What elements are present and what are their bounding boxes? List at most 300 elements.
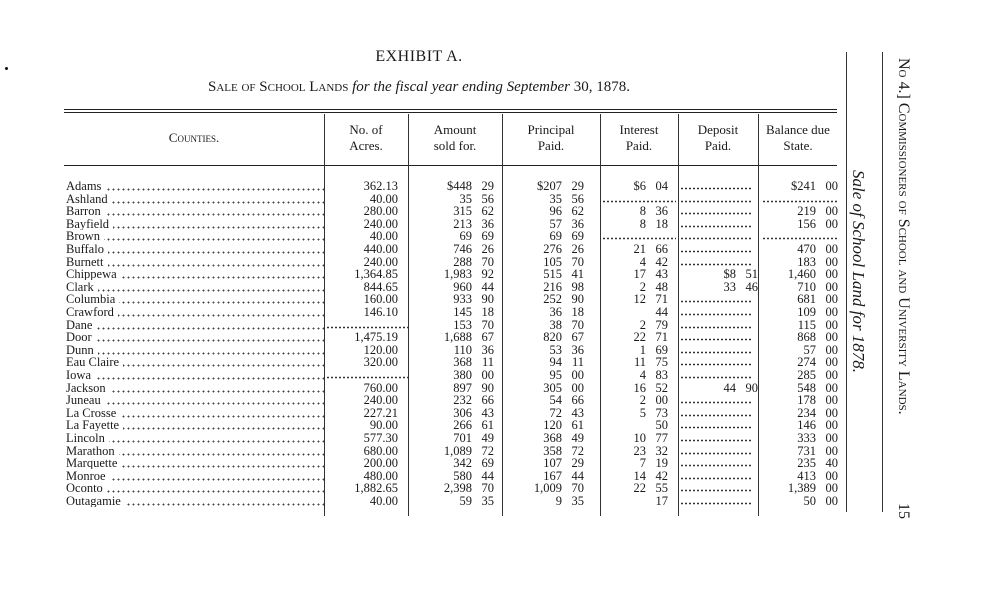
balance-cell-dollars: 413 [797,468,816,483]
interest-cell [604,470,668,482]
deposit-cell-cents: 51 [745,267,758,282]
deposit-cell [684,382,758,394]
balance-cell-cents: 00 [825,380,838,395]
amount-cell-cents: 36 [481,216,494,231]
county-cell [66,193,324,205]
principal-cell [506,356,584,368]
interest-cell-dollars: 1 [639,342,646,357]
amount-cell-cents: 90 [481,292,494,307]
acres-blank [326,376,408,379]
header-amount-line2: sold for. [433,138,477,153]
deposit-blank [680,225,752,228]
interest-cell [604,457,668,469]
balance-cell [764,482,838,494]
deposit-blank [680,376,752,379]
county-name: Chippewa [66,268,121,280]
balance-cell-cents: 00 [825,393,838,408]
amount-cell-dollars: 213 [453,216,472,231]
amount-cell-dollars: 580 [453,468,472,483]
principal-cell [506,293,584,305]
balance-blank [762,237,838,240]
balance-cell-dollars: 333 [797,431,816,445]
county-name: Monroe [66,470,110,482]
balance-cell [764,268,838,280]
balance-cell [764,281,838,293]
interest-cell-cents: 44 [655,305,668,319]
balance-cell-cents: 00 [825,405,838,420]
amount-cell-dollars: $448 [447,179,472,193]
interest-cell [604,331,668,343]
amount-cell-dollars: 380 [453,368,472,382]
header-bottom-rule [64,165,837,166]
table-row [64,306,837,318]
principal-cell-dollars: 820 [543,330,562,345]
balance-cell-cents: 00 [825,355,838,370]
principal-cell-cents: 36 [571,342,584,357]
amount-cell-dollars: 960 [453,279,472,294]
principal-cell-dollars: $207 [537,179,562,193]
principal-cell [506,470,584,482]
principal-cell-cents: 70 [571,481,584,496]
amount-cell [414,331,494,343]
principal-cell-dollars: 57 [549,216,562,231]
interest-cell-cents: 04 [655,179,668,193]
interest-cell-dollars: 8 [639,204,646,219]
interest-cell-cents: 55 [655,481,668,496]
interest-cell-dollars: 23 [633,443,646,458]
deposit-blank [680,313,752,316]
deposit-blank [680,414,752,417]
header-balance [758,122,838,154]
county-cell [66,482,324,494]
header-amount-line1: Amount [433,122,477,137]
interest-cell-dollars: 8 [639,216,646,231]
amount-cell-dollars: 69 [459,229,472,244]
amount-cell-cents: 44 [481,279,494,294]
header-principal-line1: Principal [527,122,575,137]
interest-cell-cents: 00 [655,393,668,408]
principal-cell [506,205,584,217]
principal-cell-cents: 90 [571,292,584,307]
principal-cell-dollars: 167 [543,468,562,483]
deposit-cell-cents: 90 [745,380,758,395]
acres-cell: 240.00 [363,393,398,408]
table-row [64,243,837,255]
principal-cell-dollars: 36 [549,305,562,319]
county-cell [66,268,324,280]
county-name: Dane [66,319,96,331]
deposit-blank [680,326,752,329]
amount-cell [414,495,494,507]
balance-cell-cents: 00 [825,179,838,193]
county-cell [66,180,324,192]
balance-cell-dollars: 868 [797,330,816,345]
table-row [64,482,837,494]
balance-cell-dollars: 285 [797,368,816,382]
table-row [64,407,837,419]
balance-cell-dollars: 235 [797,456,816,471]
amount-cell-dollars: 342 [453,456,472,471]
amount-cell-cents: 90 [481,380,494,395]
interest-cell [604,369,668,381]
principal-cell [506,268,584,280]
deposit-cell-dollars: 44 [723,380,736,395]
county-cell [66,369,324,381]
amount-cell [414,218,494,230]
acres-cell: 227.21 [363,405,398,420]
balance-cell [764,344,838,356]
county-cell [66,457,324,469]
amount-cell-cents: 70 [481,481,494,496]
amount-cell-dollars: 232 [453,393,472,408]
county-name: Buffalo [66,243,108,255]
principal-cell [506,382,584,394]
amount-cell-cents: 69 [481,456,494,471]
county-name: Columbia [66,293,119,305]
interest-cell-cents: 71 [655,292,668,307]
principal-cell-cents: 00 [571,380,584,395]
principal-cell-cents: 72 [571,443,584,458]
balance-cell-cents: 00 [825,481,838,496]
acres-cell: 1,364.85 [354,267,398,282]
principal-cell-dollars: 54 [549,393,562,408]
table-row [64,445,837,457]
deposit-blank [680,401,752,404]
balance-cell [764,382,838,394]
amount-cell-cents: 62 [481,204,494,219]
acres-cell: 40.00 [369,191,398,206]
principal-cell-cents: 41 [571,267,584,282]
interest-cell [604,432,668,444]
header-interest-line1: Interest [619,122,659,137]
county-name: Adams [66,180,105,192]
amount-cell [414,281,494,293]
amount-cell-cents: 35 [481,494,494,508]
interest-cell-dollars: 10 [633,431,646,445]
county-name: Brown [66,230,104,242]
principal-cell [506,407,584,419]
acres-cell: 40.00 [369,229,398,244]
balance-cell-cents: 00 [825,305,838,319]
page-number: 15 [895,503,912,519]
interest-cell [604,205,668,217]
principal-cell-cents: 70 [571,317,584,332]
interest-cell-cents: 18 [655,216,668,231]
header-interest-line2: Paid. [625,138,653,153]
deposit-blank [680,263,752,266]
deposit-cell-dollars: $8 [723,267,736,282]
county-cell [66,394,324,406]
interest-cell [604,382,668,394]
principal-cell-dollars: 120 [543,418,562,433]
principal-cell-cents: 66 [571,393,584,408]
principal-cell-dollars: 358 [543,443,562,458]
balance-cell-cents: 00 [825,443,838,458]
acres-cell: 160.00 [363,292,398,307]
amount-cell-dollars: 35 [459,191,472,206]
principal-cell-dollars: 368 [543,431,562,445]
balance-cell [764,419,838,431]
acres-cell: 1,882.65 [354,481,398,496]
acres-cell: 362.13 [363,179,398,193]
county-cell [66,281,324,293]
balance-cell-cents: 00 [825,204,838,219]
deposit-blank [680,187,752,190]
table-row [64,394,837,406]
acres-cell: 680.00 [363,443,398,458]
amount-cell-cents: 92 [481,267,494,282]
principal-cell-dollars: 1,009 [533,481,562,496]
county-cell [66,344,324,356]
principal-cell-dollars: 252 [543,292,562,307]
interest-cell-dollars: 14 [633,468,646,483]
header-counties: Counties. [168,130,220,145]
interest-cell-cents: 66 [655,242,668,256]
header-principal [502,122,600,154]
acres-cell: 1,475.19 [354,330,398,345]
amount-cell-cents: 70 [481,317,494,332]
amount-cell-cents: 67 [481,330,494,345]
principal-cell [506,281,584,293]
county-name: Jackson [66,382,110,394]
balance-cell-dollars: 219 [797,204,816,219]
balance-cell [764,205,838,217]
balance-cell-dollars: 274 [797,355,816,370]
balance-cell [764,218,838,230]
interest-cell [604,482,668,494]
margin-rule [846,52,847,512]
balance-cell-dollars: 183 [797,254,816,269]
deposit-cell-cents: 46 [745,279,758,294]
deposit-blank [680,477,752,480]
amount-cell-cents: 61 [481,418,494,433]
principal-cell-dollars: 107 [543,456,562,471]
amount-cell [414,356,494,368]
interest-cell-dollars: 4 [639,254,646,269]
header-acres [324,122,408,154]
principal-cell [506,319,584,331]
principal-cell-dollars: 95 [549,368,562,382]
deposit-blank [680,502,752,505]
balance-cell [764,457,838,469]
county-cell [66,407,324,419]
principal-cell [506,369,584,381]
principal-cell [506,230,584,242]
county-cell [66,382,324,394]
county-cell [66,432,324,444]
balance-cell [764,293,838,305]
amount-cell [414,457,494,469]
deposit-blank [680,464,752,467]
interest-cell-cents: 48 [655,279,668,294]
header-deposit [678,122,758,154]
amount-cell [414,407,494,419]
interest-cell-cents: 19 [655,456,668,471]
principal-cell-dollars: 305 [543,380,562,395]
table-row [64,495,837,507]
deposit-blank [680,489,752,492]
amount-cell [414,394,494,406]
county-name: Eau Claire [66,356,123,368]
table-row [64,319,837,331]
interest-cell-dollars: 2 [639,317,646,332]
amount-cell [414,419,494,431]
deposit-blank [680,439,752,442]
deposit-blank [680,200,752,203]
interest-cell [604,394,668,406]
header-deposit-line2: Paid. [704,138,732,153]
interest-cell-dollars: 7 [639,456,646,471]
county-name: Bayfield [66,218,113,230]
county-cell [66,256,324,268]
balance-cell-dollars: $241 [791,179,816,193]
table-row [64,205,837,217]
principal-cell-cents: 49 [571,431,584,445]
county-cell [66,205,324,217]
principal-cell-cents: 98 [571,279,584,294]
header-balance-line2: State. [783,138,813,153]
header-interest [600,122,678,154]
principal-cell [506,394,584,406]
county-name: Ashland [66,193,112,205]
deposit-blank [680,237,752,240]
acres-cell: 844.65 [363,279,398,294]
deposit-cell [684,281,758,293]
amount-cell-dollars: 368 [453,355,472,370]
amount-cell-dollars: 1,089 [443,443,472,458]
deposit-blank [680,250,752,253]
amount-cell [414,470,494,482]
county-name: Lincoln [66,432,109,444]
county-cell [66,319,324,331]
amount-cell [414,482,494,494]
deposit-blank [680,212,752,215]
interest-cell-dollars: 2 [639,393,646,408]
balance-cell [764,319,838,331]
principal-cell [506,218,584,230]
balance-cell [764,432,838,444]
balance-cell [764,470,838,482]
amount-cell [414,193,494,205]
deposit-blank [680,426,752,429]
acres-cell: 90.00 [369,418,398,433]
acres-cell: 577.30 [363,431,398,445]
acres-cell: 320.00 [363,355,398,370]
amount-cell [414,293,494,305]
balance-cell [764,306,838,318]
principal-cell-cents: 70 [571,254,584,269]
interest-cell [604,293,668,305]
county-name: Oconto [66,482,107,494]
amount-cell-cents: 49 [481,431,494,445]
deposit-blank [680,338,752,341]
amount-cell [414,243,494,255]
county-name: Marathon [66,445,119,457]
amount-cell-dollars: 897 [453,380,472,395]
interest-cell [604,445,668,457]
running-head [892,58,932,528]
interest-cell-cents: 42 [655,468,668,483]
amount-cell [414,256,494,268]
county-cell [66,306,324,318]
subtitle-caps: Sale of School Lands [207,79,349,95]
principal-cell [506,482,584,494]
exhibit-title: EXHIBIT A. [375,48,463,65]
header-principal-line2: Paid. [537,138,565,153]
balance-cell-cents: 00 [825,342,838,357]
amount-cell-cents: 00 [481,368,494,382]
table-row [64,256,837,268]
table-row [64,331,837,343]
running-head-text [894,58,912,528]
county-name: Clark [66,281,98,293]
principal-cell-dollars: 53 [549,342,562,357]
interest-cell [604,281,668,293]
county-cell [66,419,324,431]
balance-cell-dollars: 57 [803,342,816,357]
principal-cell-cents: 18 [571,305,584,319]
deposit-cell [684,268,758,280]
amount-cell-cents: 29 [481,179,494,193]
table-row [64,344,837,356]
interest-cell-dollars: 11 [633,355,646,370]
ink-speck [5,67,8,70]
balance-cell-cents: 00 [825,216,838,231]
balance-cell-cents: 40 [825,456,838,471]
interest-cell [604,319,668,331]
table-row [64,432,837,444]
balance-cell-dollars: 146 [797,418,816,433]
principal-cell-cents: 29 [571,456,584,471]
interest-blank [602,200,676,203]
principal-cell-cents: 61 [571,418,584,433]
acres-blank [326,326,408,329]
acres-cell: 146.10 [363,305,398,319]
county-name: Crawford [66,306,118,318]
balance-cell [764,369,838,381]
county-cell [66,331,324,343]
principal-cell-dollars: 276 [543,242,562,256]
balance-cell-cents: 00 [825,368,838,382]
interest-cell-dollars: 17 [633,267,646,282]
balance-cell-cents: 00 [825,267,838,282]
amount-cell-dollars: 315 [453,204,472,219]
interest-cell-dollars: 5 [639,405,646,420]
interest-cell-cents: 36 [655,204,668,219]
county-cell [66,495,324,507]
balance-blank [762,200,838,203]
balance-cell [764,495,838,507]
deposit-blank [680,452,752,455]
table-subtitle [0,79,838,96]
balance-cell [764,407,838,419]
county-name: Outagamie [66,495,125,507]
interest-cell-dollars: 22 [633,330,646,345]
interest-cell-cents: 77 [655,431,668,445]
amount-cell-cents: 66 [481,393,494,408]
balance-cell [764,180,838,192]
county-cell [66,293,324,305]
interest-cell-dollars: 2 [639,279,646,294]
amount-cell-cents: 11 [481,355,494,370]
county-cell [66,218,324,230]
interest-cell [604,495,668,507]
interest-cell [604,407,668,419]
interest-cell-dollars: 12 [633,292,646,307]
principal-cell-cents: 35 [571,494,584,508]
interest-cell-dollars: 4 [639,368,646,382]
county-cell [66,356,324,368]
